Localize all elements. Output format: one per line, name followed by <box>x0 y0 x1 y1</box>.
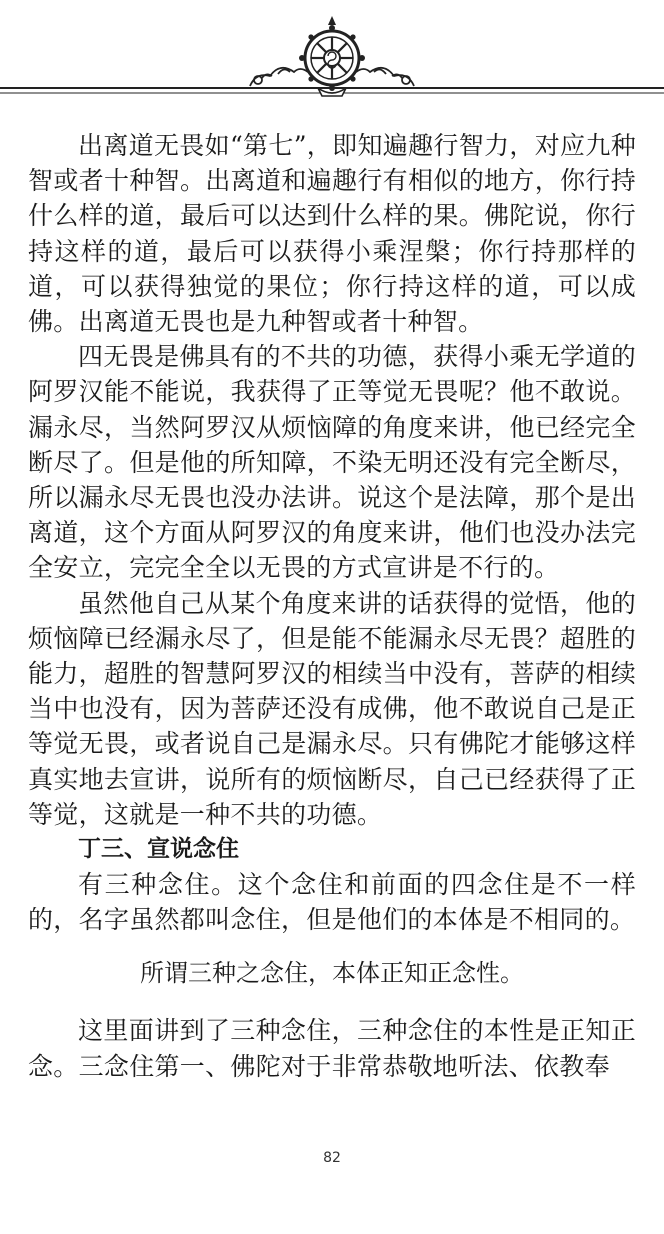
page-number: 82 <box>323 1150 341 1166</box>
body-paragraph: 虽然他自己从某个角度来讲的话获得的觉悟，他的烦恼障已经漏永尽了，但是能不能漏永尽无畏？超胜的能力，超胜的智慧阿罗汉的相续当中没有，菩萨的相续当中也没有，因为菩萨还没有成佛，他不敢说自己是正等觉无畏，或者说自己是漏永尽。只有佛陀才能够这样真实地去宣讲，说所有的烦恼断尽，自己已经获得了正等觉，这就是一种不共的功德。 <box>28 588 636 829</box>
root-verse: 所谓三种之念住，本体正知正念性。 <box>140 959 524 988</box>
section-heading: 丁三、宣说念住 <box>78 836 239 863</box>
body-paragraph: 有三种念住。这个念住和前面的四念住是不一样的，名字虽然都叫念住，但是他们的本体是不相同的。 <box>28 870 636 935</box>
page-body <box>28 128 636 1084</box>
dharma-wheel-icon <box>0 0 664 110</box>
body-paragraph: 这里面讲到了三种念住，三种念住的本性是正知正念。三念住第一、佛陀对于非常恭敬地听法、依教奉 <box>28 1016 636 1081</box>
page-header-ornament <box>0 0 664 110</box>
body-paragraph: 出离道无畏如“第七”，即知遍趣行智力，对应九种智或者十种智。出离道和遍趣行有相似的地方，你行持什么样的道，最后可以达到什么样的果。佛陀说，你行持这样的道，最后可以获得小乘涅槃；你行持那样的道，可以获得独觉的果位；你行持这样的道，可以成佛。出离道无畏也是九种智或者十种智。 <box>28 131 636 337</box>
body-paragraph: 四无畏是佛具有的不共的功德，获得小乘无学道的阿罗汉能不能说，我获得了正等觉无畏呢？他不敢说。漏永尽，当然阿罗汉从烦恼障的角度来讲，他已经完全断尽了。但是他的所知障，不染无明还没有完全断尽，所以漏永尽无畏也没办法讲。说这个是法障，那个是出离道，这个方面从阿罗汉的角度来讲，他们也没办法完全安立，完完全全以无畏的方式宣讲是不行的。 <box>28 342 636 583</box>
